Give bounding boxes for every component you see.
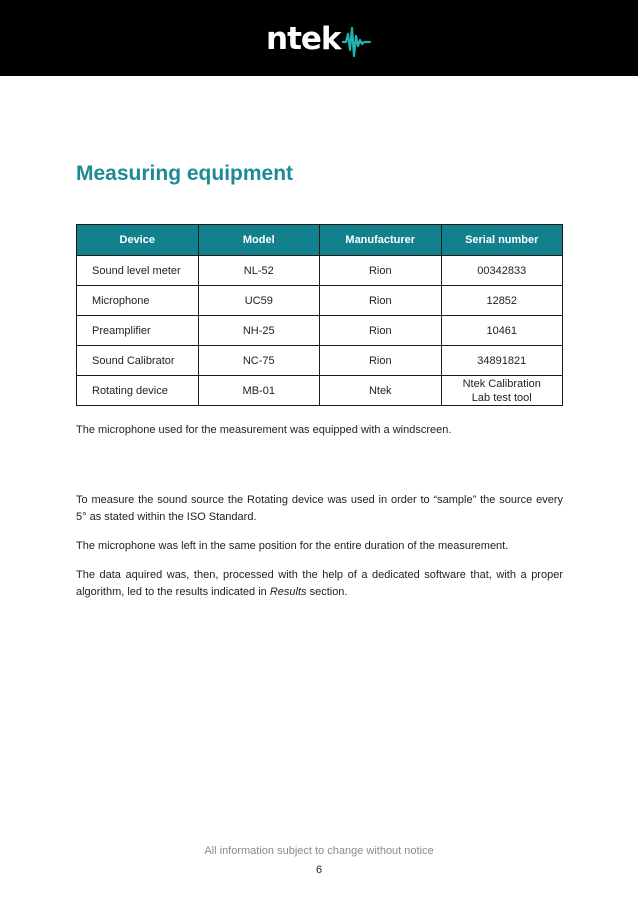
rotating-device-paragraph: To measure the sound source the Rotating device was used in order to “sample” the source every 5° as stated within the ISO Standard. [76, 494, 563, 523]
cell-manufacturer: Ntek [320, 376, 442, 406]
equipment-table [76, 224, 563, 406]
table-header-row [77, 225, 563, 256]
column-header-serial: Serial number [441, 225, 563, 256]
results-reference: Results [269, 586, 307, 598]
table-row [77, 346, 563, 376]
cell-model: NH-25 [198, 316, 320, 346]
table-row [77, 376, 563, 406]
cell-device: Sound level meter [77, 256, 199, 286]
windscreen-paragraph: The microphone used for the measurement was equipped with a windscreen. [76, 424, 452, 436]
column-header-device: Device [77, 225, 199, 256]
cell-manufacturer: Rion [320, 256, 442, 286]
data-processing-paragraph [76, 567, 563, 601]
cell-device: Rotating device [77, 376, 199, 406]
cell-device: Preamplifier [77, 316, 199, 346]
mic-position-paragraph: The microphone was left in the same position for the entire duration of the measurement. [76, 540, 509, 552]
page-number: 6 [315, 864, 323, 876]
cell-model: NC-75 [198, 346, 320, 376]
header-bar [0, 0, 638, 76]
cell-model: NL-52 [198, 256, 320, 286]
logo-text: ntek [266, 21, 341, 57]
ntek-logo [266, 18, 372, 60]
table-row [77, 256, 563, 286]
table-row [77, 286, 563, 316]
soundwave-icon [342, 22, 372, 62]
cell-manufacturer: Rion [320, 316, 442, 346]
footer-disclaimer: All information subject to change without notice [204, 845, 434, 857]
column-header-manufacturer: Manufacturer [320, 225, 442, 256]
cell-manufacturer: Rion [320, 286, 442, 316]
cell-model: UC59 [198, 286, 320, 316]
table-row [77, 316, 563, 346]
column-header-model: Model [198, 225, 320, 256]
cell-serial: 00342833 [441, 256, 563, 286]
cell-model: MB-01 [198, 376, 320, 406]
data-processing-text: The data aquired was, then, processed with the help of a dedicated software that, with a proper algorithm, led to the results indicated in [76, 569, 563, 598]
cell-serial: 34891821 [441, 346, 563, 376]
cell-serial: 10461 [441, 316, 563, 346]
cell-device: Microphone [77, 286, 199, 316]
cell-serial: 12852 [441, 286, 563, 316]
page-title: Measuring equipment [76, 162, 294, 185]
cell-serial: Ntek Calibration Lab test tool [441, 376, 563, 406]
data-processing-suffix: section. [306, 586, 348, 598]
cell-manufacturer: Rion [320, 346, 442, 376]
cell-device: Sound Calibrator [77, 346, 199, 376]
